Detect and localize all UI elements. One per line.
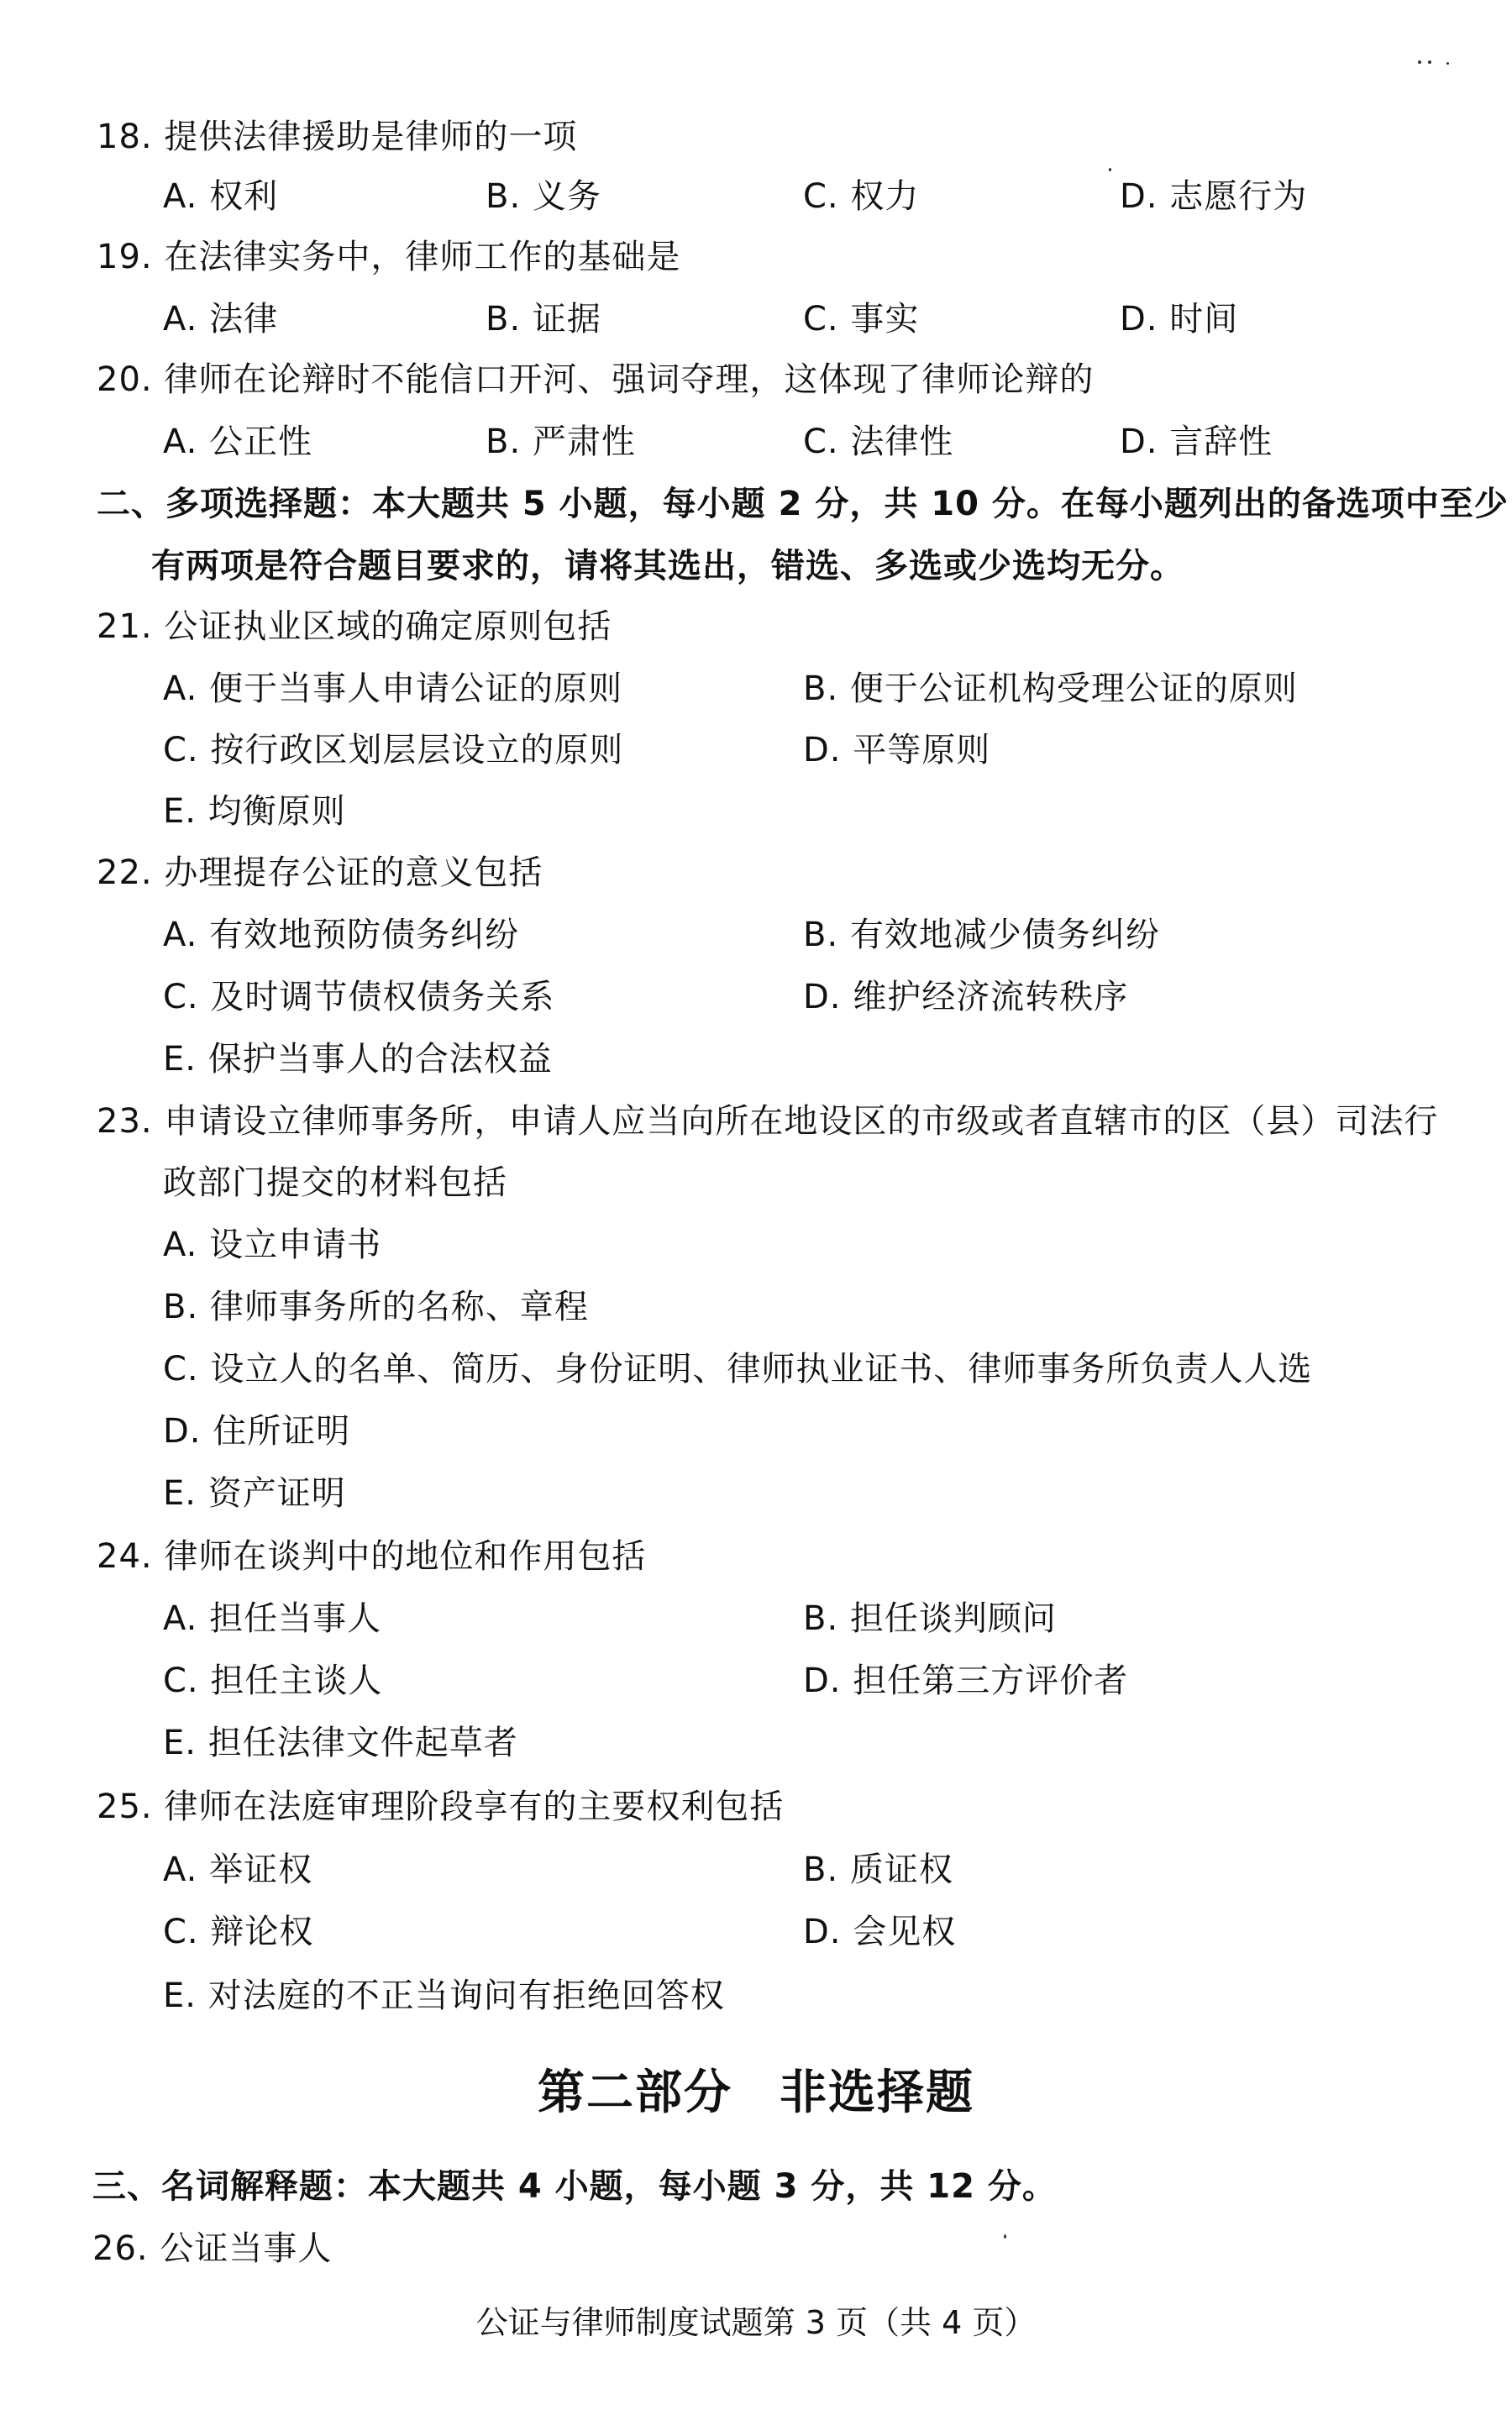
option: A. 便于当事人申请公证的原则 [163, 669, 623, 708]
option: C. 权力 [803, 177, 920, 216]
question-number: 22. [97, 853, 153, 892]
option: D. 时间 [1120, 300, 1239, 339]
option: B. 义务 [486, 177, 601, 216]
option: D. 志愿行为 [1120, 177, 1308, 216]
option: E. 对法庭的不正当询问有拒绝回答权 [163, 1977, 725, 2015]
question-number: 24. [97, 1537, 153, 1576]
section-heading-multiple-choice: 二、多项选择题：本大题共 5 小题，每小题 2 分，共 10 分。在每小题列出的备选项中至少 [97, 485, 1509, 523]
option: C. 事实 [803, 300, 920, 339]
question-number: 20. [97, 360, 153, 399]
question-number: 25. [97, 1788, 153, 1826]
option: C. 设立人的名单、简历、身份证明、律师执业证书、律师事务所负责人人选 [163, 1350, 1313, 1389]
scan-speck [1428, 60, 1431, 64]
question-stem: 提供法律援助是律师的一项 [164, 118, 578, 156]
option: C. 担任主谈人 [163, 1662, 383, 1700]
option: E. 担任法律文件起草者 [163, 1724, 518, 1762]
scan-speck [1004, 2234, 1006, 2239]
option: B. 证据 [486, 300, 601, 339]
option: D. 担任第三方评价者 [803, 1662, 1129, 1700]
option: D. 言辞性 [1120, 423, 1273, 461]
question-24 [97, 1536, 646, 1577]
question-18 [97, 117, 577, 157]
question-22 [97, 853, 543, 893]
option: A. 法律 [163, 300, 279, 339]
option: A. 公正性 [163, 423, 313, 461]
option: E. 资产证明 [163, 1474, 346, 1513]
question-number: 21. [97, 607, 153, 646]
option: A. 举证权 [163, 1851, 313, 1889]
question-stem: 公证当事人 [160, 2229, 333, 2268]
option: A. 设立申请书 [163, 1226, 382, 1264]
option: B. 严肃性 [486, 423, 636, 461]
question-21 [97, 606, 612, 647]
question-stem: 律师在论辩时不能信口开河、强词夺理，这体现了律师论辩的 [164, 360, 1095, 399]
section-heading-definitions: 三、名词解释题：本大题共 4 小题，每小题 3 分，共 12 分。 [92, 2167, 1057, 2206]
question-stem: 申请设立律师事务所，申请人应当向所在地设区的市级或者直辖市的区（县）司法行 [164, 1102, 1439, 1141]
question-stem: 公证执业区域的确定原则包括 [164, 607, 612, 646]
scan-speck [1418, 60, 1421, 64]
option: C. 及时调节债权债务关系 [163, 978, 555, 1016]
question-stem: 在法律实务中，律师工作的基础是 [164, 238, 681, 276]
option: B. 便于公证机构受理公证的原则 [803, 669, 1298, 708]
option: A. 权利 [163, 177, 279, 216]
scan-speck [1446, 62, 1449, 65]
option: B. 律师事务所的名称、章程 [163, 1288, 589, 1326]
part-two-title [0, 2066, 1512, 2120]
question-number: 18. [97, 118, 153, 156]
option: A. 担任当事人 [163, 1599, 382, 1638]
option: A. 有效地预防债务纠纷 [163, 916, 520, 954]
question-23 [97, 1101, 1438, 1142]
question-number: 19. [97, 238, 153, 276]
question-25 [97, 1787, 784, 1827]
part-two-title-b: 非选择题 [780, 2066, 974, 2120]
option: D. 住所证明 [163, 1412, 351, 1451]
question-number: 26. [92, 2229, 149, 2268]
question-stem: 办理提存公证的意义包括 [164, 853, 543, 892]
page-footer: 公证与律师制度试题第 3 页（共 4 页） [475, 2304, 1037, 2341]
option: E. 均衡原则 [163, 792, 346, 831]
option: B. 担任谈判顾问 [803, 1599, 1057, 1638]
option: C. 辩论权 [163, 1913, 314, 1951]
option: C. 按行政区划层层设立的原则 [163, 731, 624, 769]
question-stem: 律师在谈判中的地位和作用包括 [164, 1537, 647, 1576]
option: B. 有效地减少债务纠纷 [803, 916, 1160, 954]
question-stem-cont: 政部门提交的材料包括 [163, 1163, 507, 1202]
part-two-title-a: 第二部分 [538, 2066, 732, 2120]
option: D. 会见权 [803, 1913, 957, 1951]
question-stem: 律师在法庭审理阶段享有的主要权利包括 [164, 1788, 785, 1826]
option: D. 维护经济流转秩序 [803, 978, 1129, 1016]
question-19 [97, 237, 680, 277]
question-26 [92, 2229, 332, 2269]
option: E. 保护当事人的合法权益 [163, 1040, 553, 1079]
question-number: 23. [97, 1102, 153, 1141]
option: D. 平等原则 [803, 731, 991, 769]
section-heading-multiple-choice-cont: 有两项是符合题目要求的，请将其选出，错选、多选或少选均无分。 [151, 547, 1184, 585]
scan-speck [1109, 168, 1111, 171]
option: C. 法律性 [803, 423, 954, 461]
question-20 [97, 360, 1094, 400]
option: B. 质证权 [803, 1851, 953, 1889]
